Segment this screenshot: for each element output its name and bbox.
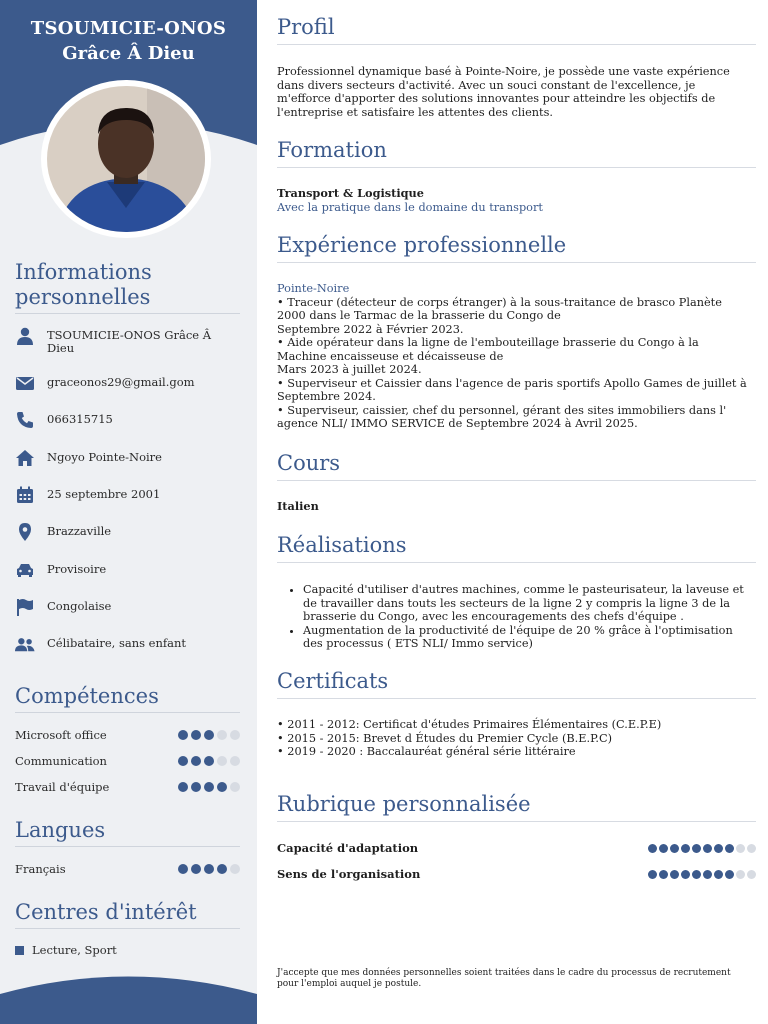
mail-icon: [15, 373, 35, 393]
skill-rating: [178, 730, 240, 740]
location-pin-icon: [15, 522, 35, 542]
rating-dot-filled: [178, 756, 188, 766]
personal-info-heading: [15, 260, 240, 314]
car-icon: [15, 560, 35, 580]
flag-icon: [15, 597, 35, 617]
sidebar-footer-band: [0, 964, 257, 1024]
consent-note: [277, 968, 756, 989]
rating-dot-filled: [703, 844, 712, 853]
experience-location: Pointe-Noire: [277, 282, 350, 295]
rating-dot-filled: [204, 730, 214, 740]
info-phone-text: 066315715: [47, 412, 113, 426]
rating-dot-filled: [217, 782, 227, 792]
rating-dot-filled: [681, 844, 690, 853]
rating-dot-filled: [191, 864, 201, 874]
custom-skill-label: Sens de l'organisation: [277, 867, 421, 881]
education-entry: [277, 187, 756, 214]
info-row-name: [15, 326, 245, 355]
rating-dot-filled: [670, 844, 679, 853]
achievements-list: [277, 583, 756, 651]
profile-photo: [41, 80, 211, 238]
experience-line: 2000 dans le Tarmac de la brasserie du Congo de: [277, 309, 561, 322]
rating-dot-filled: [217, 864, 227, 874]
info-row-nationality: [15, 597, 245, 617]
custom-skill-label: Capacité d'adaptation: [277, 841, 419, 855]
rating-dot-filled: [191, 730, 201, 740]
home-icon: [15, 448, 35, 468]
skill-rating: [178, 782, 240, 792]
bullet-square-icon: [15, 946, 24, 955]
personal-info-heading-line1: Informations: [15, 260, 152, 284]
info-row-birthdate: [15, 485, 245, 505]
personal-info-heading-line2: personnelles: [15, 285, 151, 309]
experience-line: agence NLI/ IMMO SERVICE de Septembre 2024 à Avril 2025.: [277, 417, 638, 430]
course-item: Italien: [277, 499, 319, 513]
experience-line: Septembre 2022 à Février 2023.: [277, 322, 464, 336]
rating-dot-empty: [747, 844, 756, 853]
info-name-line1: TSOUMICIE-ONOS Grâce Â: [47, 328, 212, 342]
achievement-item: • Augmentation de la productivité de l'équipe de 20 % grâce à l'optimisation des processus ( ETS NLI/ Immo service): [303, 624, 756, 651]
experience-line: Machine encaisseuse et décaisseuse de: [277, 349, 504, 363]
info-name-line2: Dieu: [47, 341, 75, 355]
rating-dot-filled: [692, 844, 701, 853]
rating-dot-empty: [736, 870, 745, 879]
skill-label: Travail d'équipe: [15, 780, 110, 794]
rating-dot-empty: [230, 730, 240, 740]
sidebar: [0, 0, 257, 1024]
profile-text: [277, 65, 756, 119]
rating-dot-filled: [681, 870, 690, 879]
rating-dot-filled: [178, 864, 188, 874]
certificates-list: [277, 718, 756, 759]
rating-dot-empty: [230, 782, 240, 792]
profile-line: dans divers secteurs d'activité. Avec un souci constant de l'excellence, je: [277, 78, 696, 92]
info-row-phone: [15, 410, 245, 430]
experience-line: • Traceur (détecteur de corps étranger) à la sous-traitance de brasco Planète: [277, 295, 722, 309]
rating-dot-filled: [204, 864, 214, 874]
calendar-icon: [15, 485, 35, 505]
courses-heading: Cours: [277, 450, 756, 481]
info-row-license: [15, 560, 245, 580]
user-icon: [15, 326, 35, 346]
education-subtitle: Avec la pratique dans le domaine du transport: [277, 200, 543, 214]
rating-dot-filled: [191, 782, 201, 792]
rating-dot-filled: [725, 870, 734, 879]
candidate-surname: TSOUMICIE-ONOS: [30, 18, 227, 39]
experience-line: • Aide opérateur dans la ligne de l'embouteillage brasserie du Congo à la: [277, 336, 699, 349]
rating-dot-filled: [648, 844, 657, 853]
profile-line: l'entreprise et satisfaire les attentes des clients.: [277, 105, 553, 119]
custom-skill-row: [277, 840, 756, 856]
certificate-item: • 2019 - 2020 : Baccalauréat général série littéraire: [277, 745, 576, 758]
custom-skill-row: [277, 866, 756, 882]
info-name-text: [47, 326, 211, 355]
rating-dot-filled: [204, 756, 214, 766]
skill-rating: [178, 756, 240, 766]
rating-dot-filled: [178, 782, 188, 792]
skill-row: [15, 779, 240, 795]
experience-entry: [277, 282, 756, 431]
info-email-text: graceonos29@gmail.gom: [47, 375, 195, 389]
rating-dot-filled: [714, 870, 723, 879]
rating-dot-empty: [736, 844, 745, 853]
profile-line: Professionnel dynamique basé à Pointe-Noire, je possède une vaste expérience: [277, 65, 730, 78]
interests-heading: Centres d'intérêt: [15, 900, 240, 929]
custom-section-heading: Rubrique personnalisée: [277, 791, 756, 822]
experience-line: • Superviseur, caissier, chef du personnel, gérant des sites immobiliers dans l': [277, 403, 727, 417]
experience-heading: Expérience professionnelle: [277, 232, 756, 263]
language-rating: [178, 864, 240, 874]
rating-dot-empty: [230, 756, 240, 766]
rating-dot-filled: [659, 844, 668, 853]
info-family-text: Célibataire, sans enfant: [47, 636, 187, 650]
rating-dot-filled: [204, 782, 214, 792]
info-birthplace-text: Brazzaville: [47, 524, 112, 538]
people-icon: [15, 634, 35, 654]
candidate-name: [0, 16, 257, 66]
education-heading: Formation: [277, 137, 756, 168]
profile-line: m'efforce d'apporter des solutions innovantes pour atteindre les objectifs de: [277, 92, 716, 105]
rating-dot-empty: [747, 870, 756, 879]
info-nationality-text: Congolaise: [47, 599, 112, 613]
certificate-item: • 2015 - 2015: Brevet d Études du Premier Cycle (B.E.P.C): [277, 731, 613, 745]
certificate-item: • 2011 - 2012: Certificat d'études Primaires Élémentaires (C.E.P.E): [277, 718, 662, 731]
skill-label: Communication: [15, 754, 107, 768]
rating-dot-filled: [178, 730, 188, 740]
profile-heading: Profil: [277, 14, 756, 45]
interest-text: Lecture, Sport: [32, 943, 117, 957]
rating-dot-empty: [230, 864, 240, 874]
rating-dot-empty: [217, 730, 227, 740]
skill-row: [15, 753, 240, 769]
rating-dot-empty: [217, 756, 227, 766]
info-address-text: Ngoyo Pointe-Noire: [47, 450, 162, 464]
consent-line: pour l'emploi auquel je postule.: [277, 978, 422, 989]
custom-skill-rating: [648, 844, 756, 853]
rating-dot-filled: [670, 870, 679, 879]
achievements-heading: Réalisations: [277, 532, 756, 563]
phone-icon: [15, 410, 35, 430]
info-license-text: Provisoire: [47, 562, 107, 576]
rating-dot-filled: [725, 844, 734, 853]
experience-line: • Superviseur et Caissier dans l'agence de paris sportifs Apollo Games de juillet à: [277, 376, 747, 390]
rating-dot-filled: [191, 756, 201, 766]
rating-dot-filled: [659, 870, 668, 879]
achievement-item: • Capacité d'utiliser d'autres machines, comme le pasteurisateur, la laveuse et de travailler dans touts les secteurs de la ligne 2 y compris la ligne 3 de la brasserie du Congo, avec les encouragements des chefs d'équipe .: [303, 583, 756, 624]
info-birthdate-text: 25 septembre 2001: [47, 487, 161, 501]
skill-label: Microsoft office: [15, 728, 107, 742]
rating-dot-filled: [648, 870, 657, 879]
info-row-address: [15, 448, 245, 468]
rating-dot-filled: [692, 870, 701, 879]
experience-line: Mars 2023 à juillet 2024.: [277, 363, 422, 376]
language-label: Français: [15, 862, 66, 876]
info-row-email: [15, 373, 245, 393]
certificates-heading: Certificats: [277, 668, 756, 699]
interest-item: [15, 943, 117, 957]
education-title: Transport & Logistique: [277, 186, 424, 200]
custom-skill-rating: [648, 870, 756, 879]
candidate-firstname: Grâce Â Dieu: [62, 43, 195, 64]
languages-heading: Langues: [15, 818, 240, 847]
rating-dot-filled: [703, 870, 712, 879]
experience-line: Septembre 2024.: [277, 390, 376, 403]
profile-photo-image: [47, 86, 205, 232]
language-row: [15, 861, 240, 877]
info-row-family: [15, 634, 245, 654]
info-row-birthplace: [15, 522, 245, 542]
skill-row: [15, 727, 240, 743]
consent-line: J'accepte que mes données personnelles soient traitées dans le cadre du processus de recrutement: [277, 968, 731, 978]
skills-heading: Compétences: [15, 684, 240, 713]
rating-dot-filled: [714, 844, 723, 853]
